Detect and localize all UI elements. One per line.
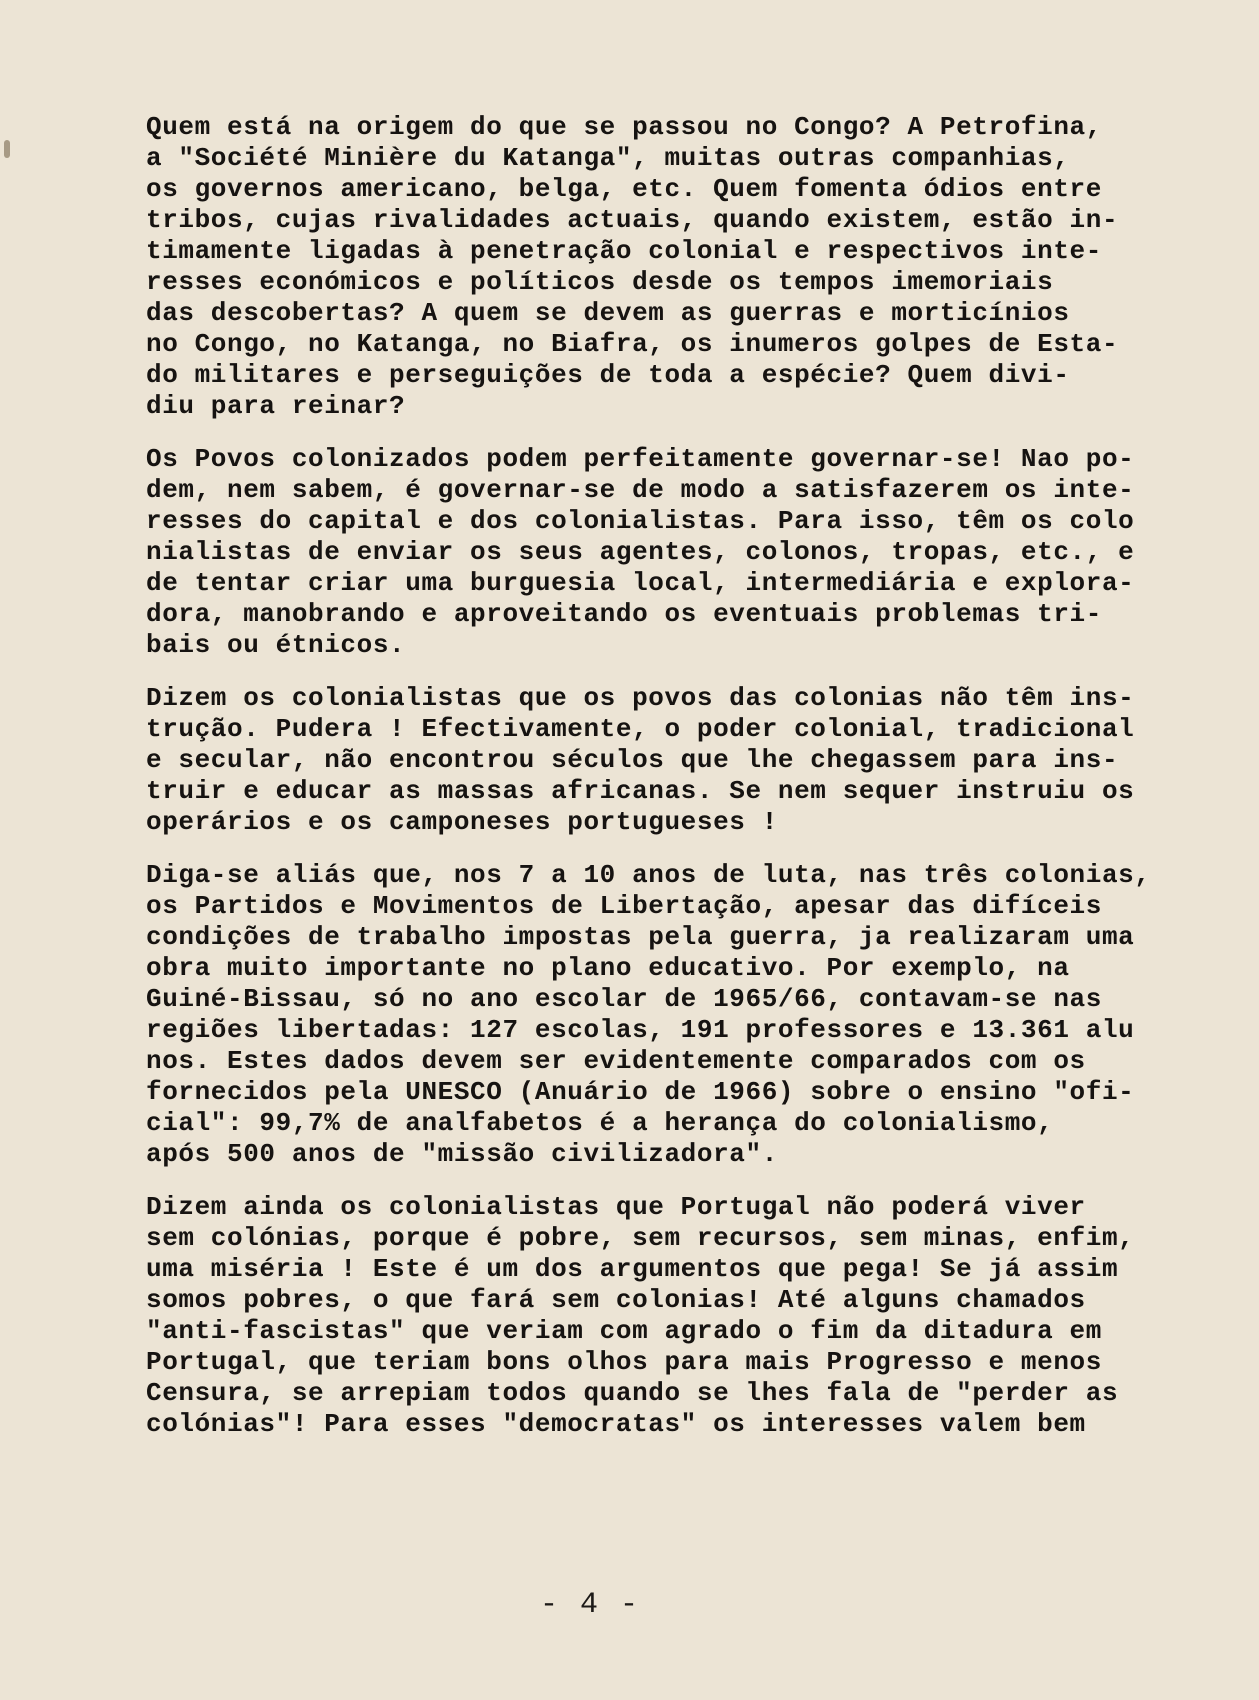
text-line: e secular, não encontrou séculos que lhe chegassem para ins- [146, 745, 1119, 775]
text-line: cial": 99,7% de analfabetos é a herança do colonialismo, [146, 1108, 1054, 1138]
text-line: dem, nem sabem, é governar-se de modo a satisfazerem os inte- [146, 475, 1135, 505]
text-line: tribos, cujas rivalidades actuais, quando existem, estão in- [146, 205, 1119, 235]
text-line: resses do capital e dos colonialistas. Para isso, têm os colo [146, 506, 1135, 536]
paragraph-2 [146, 444, 1166, 661]
page-number: - 4 - [539, 1588, 640, 1622]
text-line: timamente ligadas à penetração colonial e respectivos inte- [146, 236, 1102, 266]
text-line: os governos americano, belga, etc. Quem fomenta ódios entre [146, 174, 1102, 204]
body-text [146, 112, 1166, 1462]
text-line: Diga-se aliás que, nos 7 a 10 anos de luta, nas três colonias, [146, 860, 1151, 890]
text-line: diu para reinar? [146, 391, 406, 421]
text-line: operários e os camponeses portugueses ! [146, 807, 778, 837]
text-line: Censura, se arrepiam todos quando se lhes fala de "perder as [146, 1378, 1119, 1408]
paragraph-1 [146, 112, 1166, 422]
text-line: fornecidos pela UNESCO (Anuário de 1966) sobre o ensino "ofi- [146, 1077, 1135, 1107]
text-line: condições de trabalho impostas pela guerra, ja realizaram uma [146, 922, 1135, 952]
ink-blot [4, 140, 10, 158]
text-line: regiões libertadas: 127 escolas, 191 professores e 13.361 alu [146, 1015, 1135, 1045]
text-line: colónias"! Para esses "democratas" os interesses valem bem [146, 1409, 1086, 1439]
text-line: trução. Pudera ! Efectivamente, o poder colonial, tradicional [146, 714, 1135, 744]
text-line: Portugal, que teriam bons olhos para mais Progresso e menos [146, 1347, 1102, 1377]
text-line: obra muito importante no plano educativo. Por exemplo, na [146, 953, 1070, 983]
text-line: nialistas de enviar os seus agentes, colonos, tropas, etc., e [146, 537, 1135, 567]
text-line: uma miséria ! Este é um dos argumentos que pega! Se já assim [146, 1254, 1119, 1284]
text-line: resses económicos e políticos desde os tempos imemoriais [146, 267, 1054, 297]
text-line: dora, manobrando e aproveitando os eventuais problemas tri- [146, 599, 1102, 629]
text-line: Dizem os colonialistas que os povos das colonias não têm ins- [146, 683, 1135, 713]
text-line: após 500 anos de "missão civilizadora". [146, 1139, 778, 1169]
text-line: das descobertas? A quem se devem as guerras e morticínios [146, 298, 1070, 328]
text-line: de tentar criar uma burguesia local, intermediária e explora- [146, 568, 1135, 598]
text-line: Guiné-Bissau, só no ano escolar de 1965/66, contavam-se nas [146, 984, 1102, 1014]
text-line: a "Société Minière du Katanga", muitas outras companhias, [146, 143, 1070, 173]
text-line: somos pobres, o que fará sem colonias! Até alguns chamados [146, 1285, 1086, 1315]
text-line: sem colónias, porque é pobre, sem recursos, sem minas, enfim, [146, 1223, 1135, 1253]
text-line: truir e educar as massas africanas. Se nem sequer instruiu os [146, 776, 1135, 806]
paragraph-3 [146, 683, 1166, 838]
text-line: no Congo, no Katanga, no Biafra, os inumeros golpes de Esta- [146, 329, 1119, 359]
paragraph-5 [146, 1192, 1166, 1440]
text-line: bais ou étnicos. [146, 630, 406, 660]
text-line: os Partidos e Movimentos de Libertação, apesar das difíceis [146, 891, 1102, 921]
text-line: Dizem ainda os colonialistas que Portugal não poderá viver [146, 1192, 1086, 1222]
text-line: do militares e perseguições de toda a espécie? Quem divi- [146, 360, 1070, 390]
text-line: Quem está na origem do que se passou no Congo? A Petrofina, [146, 112, 1102, 142]
text-line: "anti-fascistas" que veriam com agrado o fim da ditadura em [146, 1316, 1102, 1346]
text-line: nos. Estes dados devem ser evidentemente comparados com os [146, 1046, 1086, 1076]
text-line: Os Povos colonizados podem perfeitamente governar-se! Nao po- [146, 444, 1135, 474]
paragraph-4 [146, 860, 1166, 1170]
